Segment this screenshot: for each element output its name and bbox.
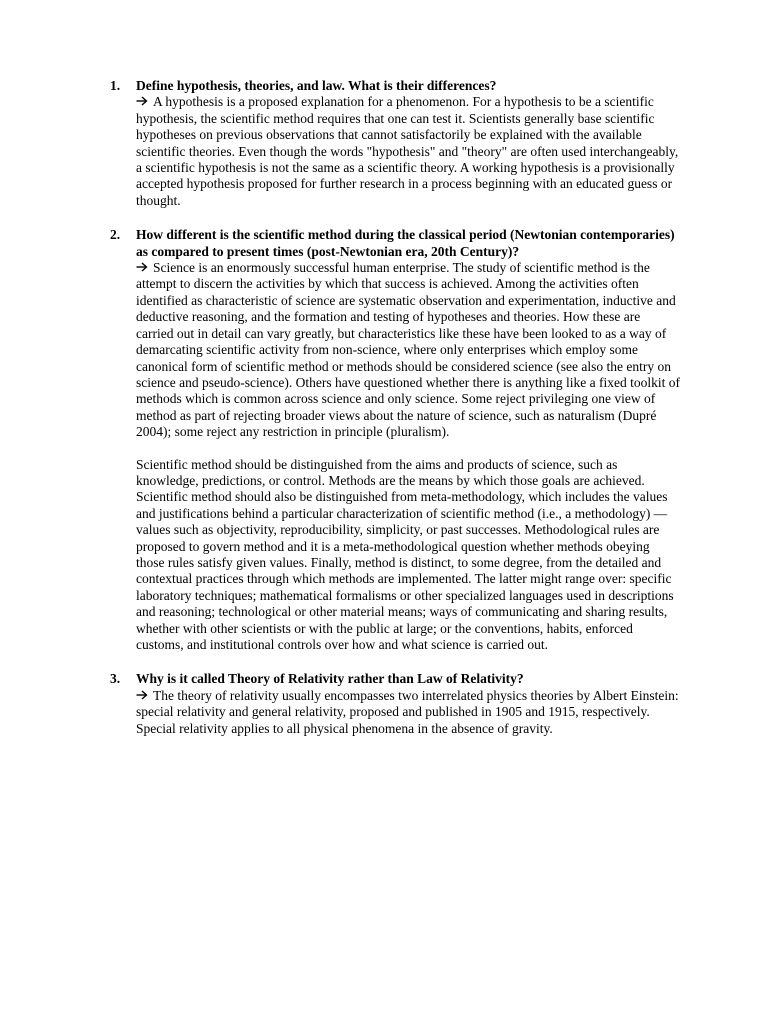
question-text: Define hypothesis, theories, and law. What is their differences?	[136, 78, 497, 93]
arrow-right-icon	[136, 262, 148, 272]
question-item-3	[110, 671, 680, 737]
question-item-2	[110, 227, 680, 653]
question-list	[110, 78, 680, 755]
question-item-1	[110, 78, 680, 209]
answer-block	[136, 688, 680, 737]
answer-text: The theory of relativity usually encompasses two interrelated physics theories by Albert Einstein: special relativity and general relativity, proposed and published in 1905 and 1915, respectively. Special relativity applies to all physical phenomena in the absence of gravity.	[136, 687, 679, 736]
answer-paragraph-2: Scientific method should be distinguished from the aims and products of science, such as knowledge, predictions, or control. Methods are the means by which those goals are achieved. Scientific method should also be distinguished from meta-methodology, which includes the values and justifications behind a particular characterization of scientific method (i.e., a methodology) — values such as objectivity, reproducibility, simplicity, or past successes. Methodological rules are proposed to govern method and it is a meta-methodological question whether methods obeying those rules satisfy given values. Finally, method is distinct, to some degree, from the detailed and contextual practices through which methods are implemented. The latter might range over: specific laboratory techniques; mathematical formalisms or other specialized languages used in descriptions and reasoning; technological or other material means; ways of communicating and sharing results, whether with other scientists or with the public at large; or the conventions, habits, enforced customs, and institutional controls over how and what science is carried out.	[136, 456, 674, 652]
answer-text: A hypothesis is a proposed explanation for a phenomenon. For a hypothesis to be a scientific hypothesis, the scientific method requires that one can test it. Scientists generally base scientific hypotheses on previous observations that cannot satisfactorily be explained with the available scientific theories. Even though the words "hypothesis" and "theory" are often used interchangeably, a scientific hypothesis is not the same as a scientific theory. A working hypothesis is a provisionally accepted hypothesis proposed for further research in a process beginning with an educated guess or thought.	[136, 94, 679, 208]
answer-block	[136, 260, 680, 440]
arrow-right-icon	[136, 96, 148, 106]
arrow-right-icon	[136, 690, 148, 700]
question-number: 3.	[110, 671, 121, 687]
question-number: 2.	[110, 227, 121, 243]
answer-text: Science is an enormously successful human enterprise. The study of scientific method is the attempt to discern the activities by which that success is achieved. Among the activities often identified as characteristic of science are systematic observation and experimentation, inductive and deductive reasoning, and the formation and testing of hypotheses and theories. How these are carried out in detail can vary greatly, but characteristics like these have been looked to as a way of demarcating scientific activity from non-science, where only enterprises which employ some canonical form of scientific method or methods should be considered science (see also the entry on science and pseudo-science). Others have questioned whether there is anything like a fixed toolkit of methods which is common across science and only science. Some reject privileging one view of method as part of rejecting broader views about the nature of science, such as naturalism (Dupré 2004); some reject any restriction in principle (pluralism).	[136, 260, 680, 440]
answer-block	[136, 94, 680, 209]
question-number: 1.	[110, 78, 121, 93]
question-text: How different is the scientific method during the classical period (Newtonian contemporaries) as compared to present times (post-Newtonian era, 20th Century)?	[136, 227, 675, 259]
question-text: Why is it called Theory of Relativity rather than Law of Relativity?	[136, 671, 524, 687]
